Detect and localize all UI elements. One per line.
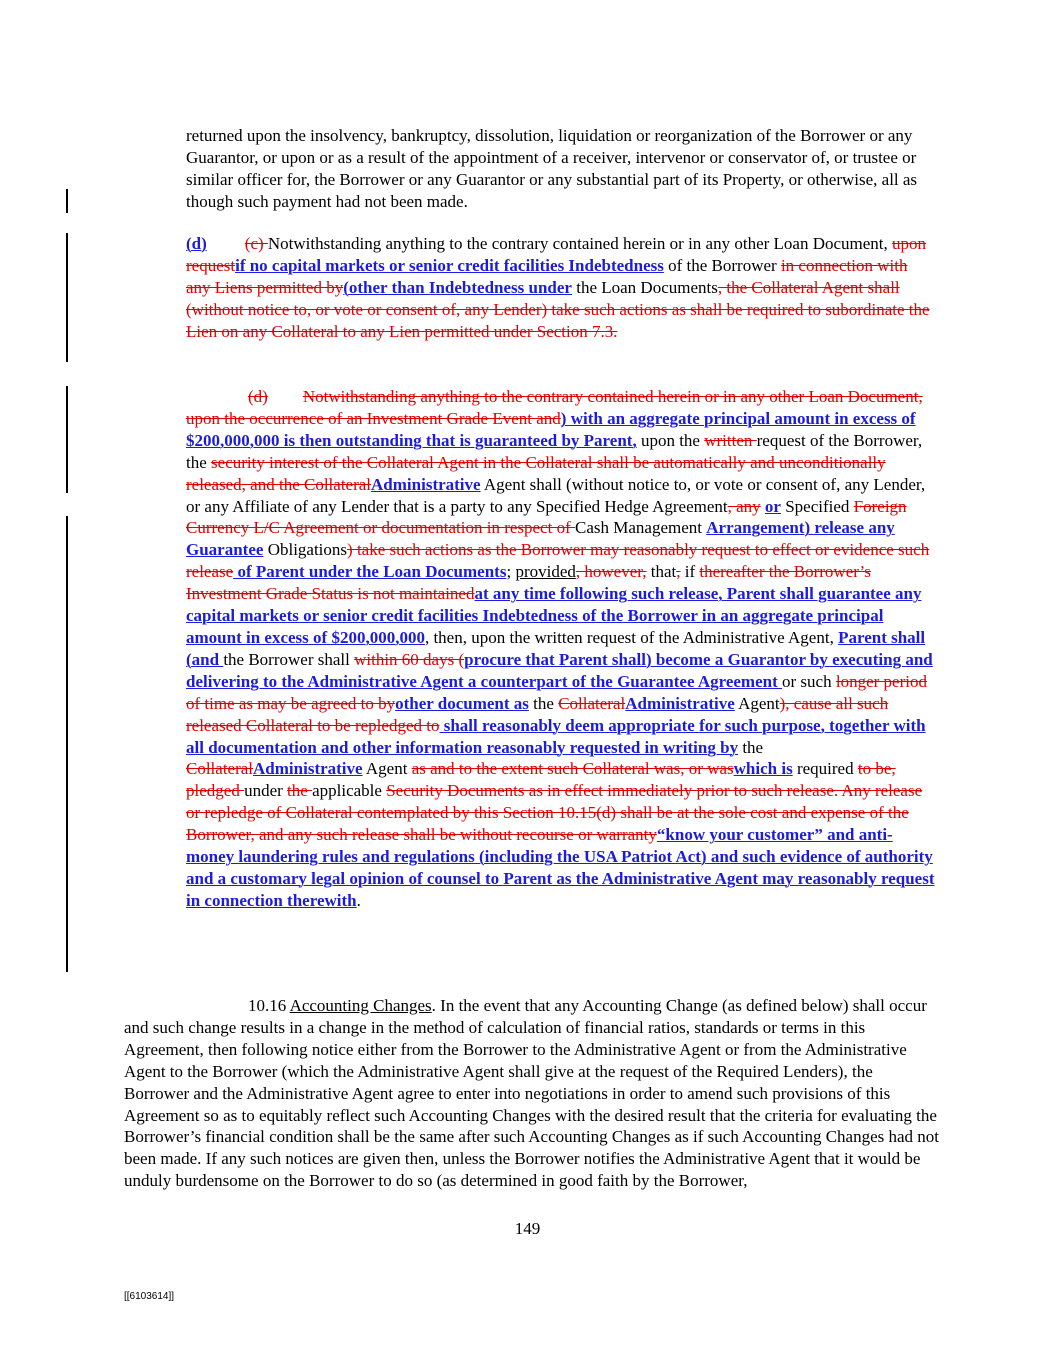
deleted-text: in connection with any Liens permitted by — [186, 255, 908, 297]
text-run: Obligations — [263, 540, 348, 560]
text-run: that — [646, 562, 677, 582]
text-run: . In the event that any Accounting Change (as defined below) shall occur and such change results in a change in the method of calculation of financial ratios, standards or terms in this Agreement, then following notice either from the Borrower to the Administrative Agent or from the Administrative Agent to the Borrower (which the Administrative Agent shall give at the request of the Required Lenders), the Borrower and the Administrative Agent agree to enter into negotiations in order to amend such provisions of this Agreement so as to equitably reflect such Accounting Changes with the desired result that the criteria for evaluating the Borrower’s financial condition shall be the same after such Accounting Changes as if such Accounting Changes had not been made. If any such notices are given then, unless the Borrower notifies the Administrative Agent that it would be unduly burdensome on the Borrower to do so (as determined in good faith by the Borrower, — [124, 996, 940, 1191]
text-run: if — [680, 562, 700, 582]
inserted-text: (other than Indebtedness under — [343, 277, 572, 297]
text-run: applicable — [312, 781, 387, 801]
paragraph-10-16-accounting-changes — [124, 995, 939, 1192]
paragraph-10-15-d-deleted-original — [186, 386, 936, 912]
inserted-text: Arrangement) release any Guarantee — [186, 518, 895, 560]
deleted-text: Notwithstanding anything to the contrary contained herein or in any other Loan Document, upon the occurrence of an Investment Grade Event and — [186, 387, 923, 428]
deleted-text: , however, — [575, 562, 647, 582]
underlined-text: provided — [515, 562, 576, 582]
text-run: or such — [782, 671, 836, 691]
deleted-text: Foreign Currency L/C Agreement or documentation in respect of — [186, 496, 907, 538]
inserted-text: if no capital markets or senior credit facilities Indebtedness — [235, 255, 664, 275]
deleted-text: longer period of time as may be agreed to by — [186, 671, 927, 713]
text-run: Agent — [362, 759, 412, 779]
change-bar — [66, 233, 68, 362]
inserted-text: or — [764, 496, 781, 516]
text-run: Cash Management — [575, 518, 707, 538]
text-run: the — [738, 737, 764, 757]
document-id: [[6103614]] — [124, 1291, 175, 1302]
inserted-text: Parent shall (and — [186, 627, 926, 669]
paragraph-continued: returned upon the insolvency, bankruptcy, dissolution, liquidation or reorganization of the Borrower or any Guarantor, or upon or as a result of the appointment of a receiver, intervenor or conservator of, or trustee or similar officer for, the Borrower or any Guarantor or any substantial part of its Property, or otherwise, all as though such payment had not been made. — [186, 126, 918, 211]
text-run: of the Borrower — [663, 255, 781, 275]
text-run: . — [356, 890, 361, 910]
deleted-text: (c) — [244, 234, 268, 253]
deleted-text: upon request — [186, 234, 927, 275]
deleted-text: , — [676, 562, 681, 582]
text-run: Agent shall (without notice to, or vote or consent of, any Lender, or any Affiliate of any Lender that is a party to any Specified Hedge Agreement — [186, 474, 926, 516]
inserted-text: shall reasonably deem appropriate for such purpose, together with all documentation and other information reasonably requested in writing by — [186, 715, 926, 757]
inserted-text: procure that Parent shall) become a Guarantor by executing and delivering to the Administrative Agent a counterpart of the Guarantee Agreement — [186, 649, 933, 691]
underlined-text: Accounting Changes — [289, 996, 432, 1015]
deleted-text: Collateral — [558, 693, 626, 713]
change-bar — [66, 386, 68, 493]
change-bar — [66, 516, 68, 972]
inserted-text: of Parent under the Loan Documents — [233, 562, 507, 582]
text-run: Specified — [780, 496, 854, 516]
inserted-text: other document as — [395, 693, 529, 713]
text-run: the — [528, 693, 559, 713]
text-run: under — [244, 781, 288, 801]
inserted-text: Administrative — [625, 693, 735, 713]
deleted-text: thereafter the Borrower’s Investment Grade Status is not maintained — [186, 562, 871, 604]
inserted-text: “know your customer” and anti-money laundering rules and regulations (including the USA Patriot Act) and such evidence of authority and a customary legal opinion of counsel to Parent as the Administrative Agent may reasonably request in connection therewith — [186, 825, 935, 910]
deleted-text: within 60 days ( — [354, 649, 465, 669]
paragraph-10-15-d — [186, 233, 931, 343]
inserted-text: Administrative — [253, 759, 363, 779]
deleted-text: Security Documents as in effect immediately prior to such release. Any release or repledge of Collateral contemplated by this Section 10.15(d) shall be at the sole cost and expense of the Borrower, and any such release shall be without recourse or warranty — [186, 781, 923, 845]
page-number: 149 — [514, 1219, 541, 1238]
inserted-text: which is — [733, 759, 793, 779]
text-run: Agent — [734, 693, 780, 713]
deleted-text: to be, pledged — [186, 759, 896, 801]
change-bar — [66, 189, 68, 213]
text-run: the Borrower shall — [223, 649, 355, 669]
deleted-text: Collateral — [186, 759, 254, 779]
deleted-text: ) take such actions as the Borrower may reasonably request to effect or evidence such release — [186, 540, 930, 582]
text-run: request of the Borrower, the — [186, 430, 923, 472]
deleted-text: , any — [727, 496, 761, 516]
deleted-text: the — [287, 781, 313, 801]
text-run: , then, upon the written request of the Administrative Agent, — [424, 627, 839, 647]
deleted-text: as and to the extent such Collateral was, or was — [411, 759, 734, 779]
deleted-text: security interest of the Collateral Agent in the Collateral shall be automatically and unconditionally released, and the Collateral — [186, 452, 886, 494]
text-run: upon the — [636, 430, 705, 450]
text-run: 10.16 — [248, 996, 287, 1015]
inserted-text: Administrative — [371, 474, 481, 494]
inserted-text: ) with an aggregate principal amount in excess of $200,000,000 is then outstanding that is guaranteed by Parent, — [186, 408, 916, 450]
text-run: ; — [506, 562, 516, 582]
text-run: Notwithstanding anything to the contrary contained herein or in any other Loan Document, — [267, 234, 893, 253]
deleted-text: , the Collateral Agent shall (without notice to, or vote or consent of, any Lender) take such actions as shall be required to subordinate the Lien on any Collateral to any Lien permitted under Section 7.3. — [186, 277, 930, 341]
deleted-text: written — [704, 430, 757, 450]
text-run: required — [792, 759, 858, 779]
inserted-text: (d) — [186, 234, 207, 253]
deleted-text: (d) — [248, 387, 268, 406]
deleted-text: ), cause all such released Collateral to be repledged to — [186, 693, 889, 735]
inserted-text: at any time following such release, Parent shall guarantee any capital markets or senior credit facilities Indebtedness of the Borrower in an aggregate principal amount in excess of $200,000,000 — [186, 584, 922, 647]
text-run: the Loan Documents — [571, 277, 718, 297]
